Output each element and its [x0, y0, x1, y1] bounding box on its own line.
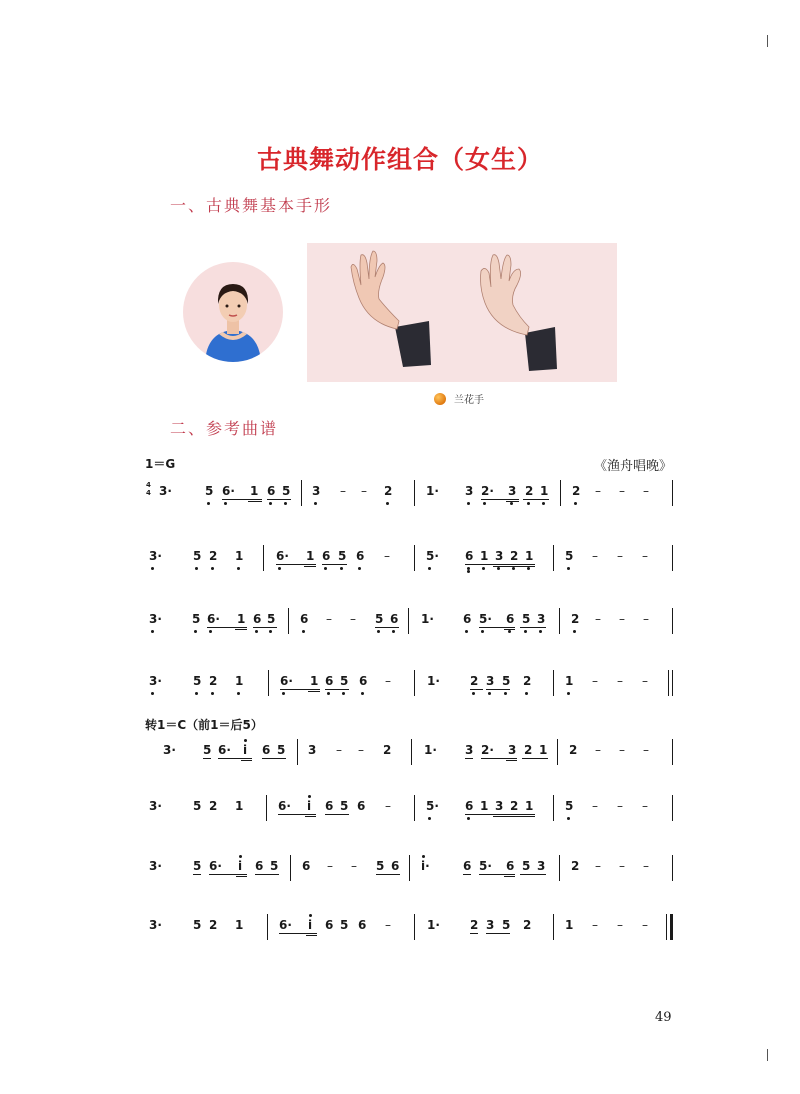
- score-line-8: 3· 5 2 1 6· i 6 5 6 – 1· 2 3 5 2 1 – – –: [145, 914, 675, 940]
- hand-caption: [434, 391, 484, 406]
- score-line-7: 3· 5 6· i 6 5 6 – – 5 6 i· 6 5· 6 5 3 2 – – –: [145, 855, 675, 881]
- time-signature: 4 4: [146, 481, 151, 497]
- page-number: 49: [655, 1010, 672, 1025]
- key-change: 转1＝C（前1＝后5）: [145, 718, 263, 732]
- song-title: 《渔舟唱晚》: [593, 459, 672, 474]
- bullet-dot-icon: [434, 393, 446, 405]
- score-line-1: 4 4 3· 5 6· 1 6 5 3 – – 2 1· 3 2· 3 2 1 2 – – –: [145, 480, 675, 506]
- right-hand-illustration: [481, 255, 558, 371]
- score-line-6: 3· 5 2 1 6· i 6 5 6 – 5· 6 1 3 2 1 5 – – –: [145, 795, 675, 821]
- score-line-5: 3· 5 6· i 6 5 3 – – 2 1· 3 2· 3 2 1 2 – – –: [145, 739, 675, 765]
- hand-caption-text: 兰花手: [454, 395, 484, 406]
- orchid-hand-photo-panel: [307, 243, 617, 382]
- score-line-3: 3· 5 6· 1 6 5 6 – – 5 6 1· 6 5· 6 5 3 2 – – –: [145, 608, 675, 634]
- score-line-4: 3· 5 2 1 6· 1 6 5 6 – 1· 2 3 5 2 1 – – –: [145, 670, 675, 696]
- section-heading-hand-shapes: 一、古典舞基本手形: [170, 196, 333, 215]
- score-line-2: 3· 5 2 1 6· 1 6 5 6 – 5· 6 1 3 2 1 5 – – –: [145, 545, 675, 571]
- crop-mark: [767, 35, 768, 47]
- dancer-portrait: [183, 262, 283, 362]
- page-title: 古典舞动作组合（女生）: [256, 145, 543, 174]
- section-heading-score: 二、参考曲谱: [170, 419, 279, 438]
- left-hand-illustration: [351, 251, 431, 367]
- key-signature: 1＝G: [145, 457, 176, 471]
- crop-mark: [767, 1049, 768, 1061]
